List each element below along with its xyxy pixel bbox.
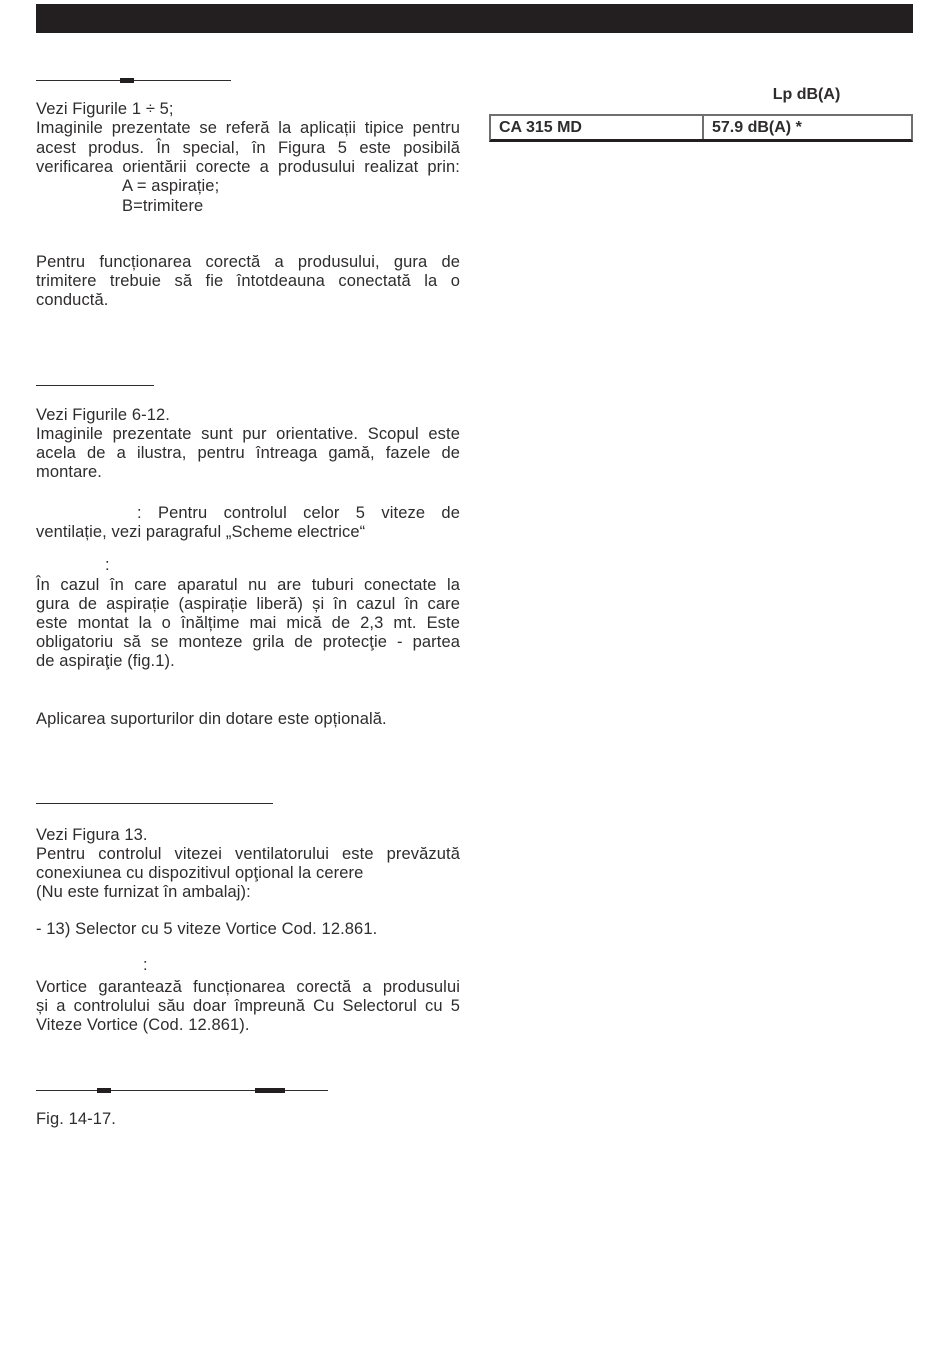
sec4-line-2: Pentru controlul vitezei ventilatorului este prevăzută — [36, 845, 460, 863]
note2-line-2: gura de aspirație (aspirație liberă) și în cazul în care — [36, 595, 460, 613]
sec2-line-2: trimitere trebuie să fie întotdeauna conectată la o — [36, 272, 460, 290]
rule-bold-segment-3 — [255, 1088, 285, 1093]
sound-table-header: Lp dB(A) — [772, 86, 841, 103]
sec1-item-a: A = aspirație; — [122, 177, 220, 195]
sec1-item-b: B=trimitere — [122, 197, 204, 215]
rule-bold-segment-2 — [97, 1088, 111, 1093]
note2-line-3: este montat la o înălțime mai mică de 2,3 mt. Este — [36, 614, 460, 632]
rule-bold-segment-1 — [120, 78, 134, 83]
selector-item-line: - 13) Selector cu 5 viteze Vortice Cod. 12.861. — [36, 920, 378, 938]
sec4-line-1: Vezi Figura 13. — [36, 826, 148, 844]
sec3-line-4: montare. — [36, 463, 102, 481]
sec3-line-3: acela de a ilustra, pentru întreaga gamă, fazele de — [36, 444, 460, 462]
table-cell-value: 57.9 dB(A) * — [712, 118, 802, 136]
note1-line-2: ventilație, vezi paragraful „Scheme electrice“ — [36, 523, 366, 541]
note2-line-4: obligatoriu să se monteze grila de protecţie - partea — [36, 633, 460, 651]
note3-line-1: Vortice garantează funcționarea corectă a produsului — [36, 978, 460, 996]
note2-colon: : — [105, 556, 110, 574]
note3-line-2: și a controlului său doar împreună Cu Selectorul cu 5 — [36, 997, 460, 1015]
section-rule-3 — [36, 803, 273, 804]
sec1-line-1: Vezi Figurile 1 ÷ 5; — [36, 100, 174, 118]
sec1-line-4: verificarea orientării corecte a produsului realizat prin: — [36, 158, 460, 176]
sec3-line-1: Vezi Figurile 6-12. — [36, 406, 170, 424]
sound-pressure-table — [489, 114, 913, 142]
note2-line-1: În cazul în care aparatul nu are tuburi conectate la — [36, 576, 460, 594]
table-cell-model: CA 315 MD — [499, 118, 582, 136]
optional-supports-line: Aplicarea suporturilor din dotare este opțională. — [36, 710, 387, 728]
sec1-line-3: acest produs. În special, în Figura 5 este posibilă — [36, 139, 460, 157]
note3-colon: : — [143, 956, 148, 974]
note3-line-3: Viteze Vortice (Cod. 12.861). — [36, 1016, 250, 1034]
section-rule-4 — [36, 1090, 328, 1091]
sec2-line-1: Pentru funcționarea corectă a produsului, gura de — [36, 253, 460, 271]
section-rule-1 — [36, 80, 231, 81]
note1-line-1: : Pentru controlul celor 5 viteze de — [137, 504, 460, 522]
sec1-line-2: Imaginile prezentate se referă la aplicații tipice pentru — [36, 119, 460, 137]
sec2-line-3: conductă. — [36, 291, 109, 309]
figure-reference-line: Fig. 14-17. — [36, 1110, 116, 1128]
sec3-line-2: Imaginile prezentate sunt pur orientative. Scopul este — [36, 425, 460, 443]
section-rule-2 — [36, 385, 154, 386]
sec4-line-4: (Nu este furnizat în ambalaj): — [36, 883, 251, 901]
sec4-line-3: conexiunea cu dispozitivul opţional la cerere — [36, 864, 364, 882]
top-header-bar — [36, 4, 913, 33]
note2-line-5: de aspiraţie (fig.1). — [36, 652, 175, 670]
